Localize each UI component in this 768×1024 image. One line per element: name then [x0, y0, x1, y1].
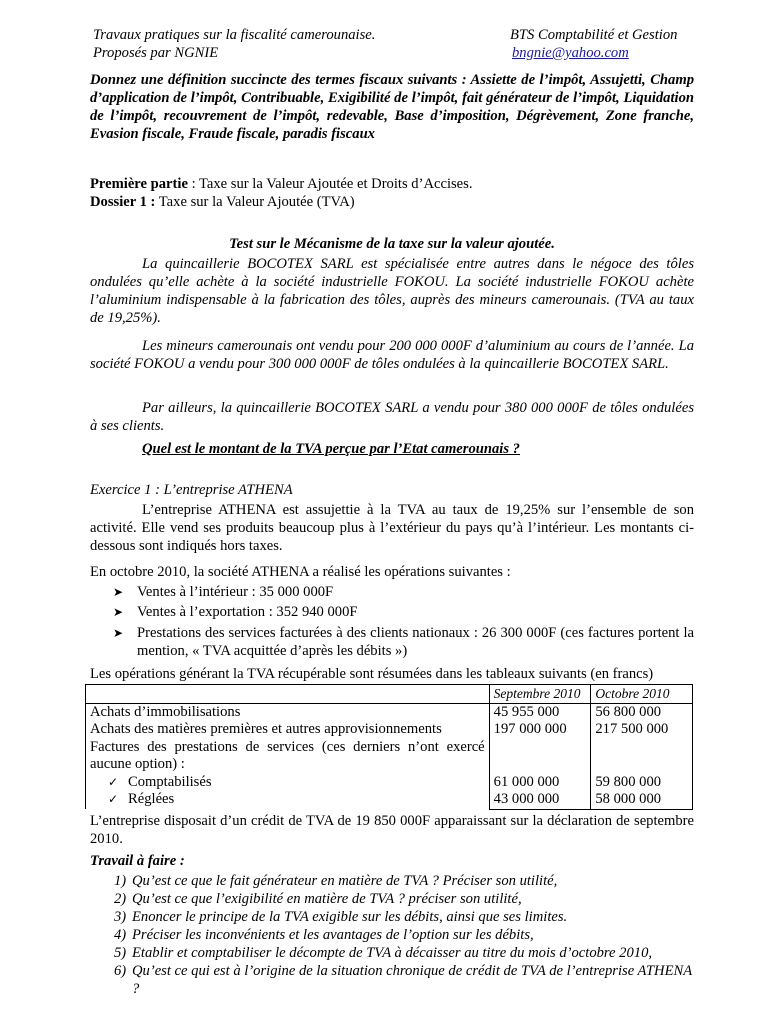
test-paragraph-3: Par ailleurs, la quincaillerie BOCOTEX SARL a vendu pour 380 000 000F de tôles ondulées à ses clients. [90, 400, 694, 434]
test-paragraph-2: Les mineurs camerounais ont vendu pour 200 000 000F d’aluminium au cours de l’année. La société FOKOU a vendu pour 300 000 000F de tôles ondulées à la quincaillerie BOCOTEX SARL. [90, 338, 694, 372]
definitions-lead: Donnez une définition succincte des termes fiscaux suivants : [90, 72, 467, 88]
definitions-terms: Assiette de l’impôt, Assujetti, Champ d’application de l’impôt, Contribuable, Exigibilité de l’impôt, fait générateur de l’impôt, Liquidation de l’impôt, recouvrement de l’impôt, redevable, Base d’imposition, Dégrèvement, Zone franche, Evasion fiscale, Fraude fiscale, paradis fiscaux [90, 72, 694, 142]
test-title: Test sur le Mécanisme de la taxe sur la valeur ajoutée. [229, 236, 555, 252]
table-header-row [86, 685, 693, 704]
table-header-empty [86, 685, 490, 704]
header-right [510, 26, 710, 62]
list-item: 2) Qu’est ce que l’exigibilité en matière de TVA ? préciser son utilité, [114, 891, 522, 907]
arrowhead-bullet-icon: ➤ [113, 605, 124, 619]
exercise-intro: L’entreprise ATHENA est assujettie à la TVA au taux de 19,25% sur l’ensemble de son activité. Elle vend ses produits beaucoup plus à l’extérieur du pays qu’à l’intérieur. Les montants ci-dessous sont indiqués hors taxes. [90, 502, 694, 554]
list-item: 4) Préciser les inconvénients et les avantages de l’option sur les débits, [114, 927, 534, 943]
list-item: 6) Qu’est ce qui est à l’origine de la situation chronique de crédit de TVA de l’entreprise ATHENA ? [114, 963, 692, 997]
column-header-september: Septembre 2010 [489, 685, 591, 704]
dossier-label: Dossier 1 : [90, 194, 156, 210]
list-item: 1) Qu’est ce que le fait générateur en matière de TVA ? Préciser son utilité, [114, 873, 558, 889]
dossier-text: Taxe sur la Valeur Ajoutée (TVA) [155, 194, 355, 210]
vat-operations-table [85, 684, 693, 810]
author-line: Proposés par NGNIE [93, 45, 219, 61]
task-list [90, 872, 696, 998]
document-page: Travaux pratiques sur la fiscalité camerounaise. Proposés par NGNIE BTS Comptabilité et Gestion bngnie@yahoo.com Donnez une définition succincte des termes fiscaux suivants : Assiette de l’impôt, Assujetti, Champ d’application de l’impôt, Contribuable, Exigibilité de l’impôt, fait générateur de l’impôt, Liquidation de l’impôt, recouvrement de l’impôt, redevable, Base d’imposition, Dégrèvement, Zone franche, Evasion fiscale, Fraude fiscale, paradis fiscaux Première partie : Taxe sur la Valeur Ajoutée et Droits d’Accises. Dossier 1 : Taxe sur la Valeur Ajoutée (TVA) Test sur le Mécanisme de la taxe sur la valeur ajoutée. La quincaillerie BOCOTEX SARL est spécialisée entre autres dans le négoce des tôles ondulées qu’elle achète à la société industrielle FOKOU. La société industrielle FOKOU achète l’aluminium indispensable à la fabrication des tôles, auprès des mineurs camerounais. (TVA au taux de 19,25%). Les mineurs camerounais ont vendu pour 200 000 000F d’aluminium au cours de l’année. La société FOKOU a vendu pour 300 000 000F de tôles ondulées à la quincaillerie BOCOTEX SARL. Par ailleurs, la quincaillerie BOCOTEX SARL a vendu pour 380 000 000F de tôles ondulées à ses clients. Quel est le montant de la TVA perçue par l’Etat camerounais ? Exercice 1 : L’entreprise ATHENA L’entreprise ATHENA est assujettie à la TVA au taux de 19,25% sur l’ensemble de son activité. Elle vend ses produits beaucoup plus à l’extérieur du pays qu’à l’intérieur. Les montants ci-dessous sont indiqués hors taxes. En octobre 2010, la société ATHENA a réalisé les opérations suivantes : ➤ Ventes à l’intérieur : 35 000 000F ➤ Ventes à l’exportation : 352 940 000F ➤ Prestations des services facturées à des clients nationaux : 26 300 000F (ces factures portent la mention, « TVA acquittée d’après les débits ») Les opérations générant la TVA récupérable sont résumées dans les tableaux suivants (en francs) Septembre 2010 Octobre 2010 Achats d’immobilisations Achats des matières premières et autres approvisionnements Factures des prestations de services (ces derniers n’ont exercé aucune option) : ✓ Comptabilisés ✓ Réglées 45 955 000 197 000 000 61 000 000 43 000 000 56 800 000 217 500 000 59 800 000 58 000 000 L’entreprise disposait d’un crédit de TVA de 19 850 000F apparaissant sur la déclaration de septembre 2010. Travail à faire : 1) Qu’est ce que le fait générateur en matière de TVA ? Préciser son utilité, 2) Qu’est ce que l’exigibilité en matière de TVA ? préciser son utilité, 3) Enoncer le principe de la TVA exigible sur les débits, ainsi que ses limites. 4) Préciser les inconvénients et les avantages de l’option sur les débits, 5) Etablir et comptabiliser le décompte de TVA à décaisser au titre du mois d’octobre 2010, 6) Qu’est ce qui est à l’origine de la situation chronique de crédit de TVA de l’entreprise ATHENA ? [0, 0, 768, 1024]
vat-credit-statement: L’entreprise disposait d’un crédit de TVA de 19 850 000F apparaissant sur la déclaration de septembre 2010. [90, 813, 694, 847]
exercise-title: Exercice 1 : L’entreprise ATHENA [90, 482, 293, 498]
part-heading [90, 175, 694, 193]
column-header-october: Octobre 2010 [591, 685, 693, 704]
checkmark-icon: ✓ [108, 792, 119, 806]
test-paragraph-1: La quincaillerie BOCOTEX SARL est spécialisée entre autres dans le négoce des tôles ondulées qu’elle achète à la société industrielle FOKOU. La société industrielle FOKOU achète l’aluminium indispensable à la fabrication des tôles, auprès des mineurs camerounais. (TVA au taux de 19,25%). [90, 256, 694, 326]
program-title: BTS Comptabilité et Gestion [510, 27, 678, 43]
definitions-instruction [90, 71, 694, 143]
arrowhead-bullet-icon: ➤ [113, 585, 124, 599]
part-text: : Taxe sur la Valeur Ajoutée et Droits d’Accises. [187, 176, 473, 192]
author-email-link[interactable]: bngnie@yahoo.com [512, 45, 629, 61]
exercise-operations-intro: En octobre 2010, la société ATHENA a réalisé les opérations suivantes : [90, 564, 511, 580]
table-row: Achats d’immobilisations Achats des matières premières et autres approvisionnements Factures des prestations de services (ces derniers n’ont exercé aucune option) : ✓ Comptabilisés ✓ Réglées 45 955 000 197 000 000 61 000 000 43 000 000 56 800 000 217 500 000 59 800 000 58 000 000 [86, 703, 693, 809]
list-item: 3) Enoncer le principe de la TVA exigible sur les débits, ainsi que ses limites. [114, 909, 568, 925]
part-label: Première partie [90, 176, 188, 192]
arrowhead-bullet-icon: ➤ [113, 626, 124, 640]
list-item: 5) Etablir et comptabiliser le décompte de TVA à décaisser au titre du mois d’octobre 2010, [114, 945, 653, 961]
test-question: Quel est le montant de la TVA perçue par l’Etat camerounais ? [142, 441, 520, 457]
work-title: Travail à faire : [90, 853, 185, 869]
dossier-heading [90, 193, 694, 211]
table-intro: Les opérations générant la TVA récupérable sont résumées dans les tableaux suivants (en francs) [90, 666, 654, 682]
header-left [93, 26, 433, 62]
checkmark-icon: ✓ [108, 774, 119, 789]
course-title: Travaux pratiques sur la fiscalité camerounaise. [93, 27, 376, 43]
